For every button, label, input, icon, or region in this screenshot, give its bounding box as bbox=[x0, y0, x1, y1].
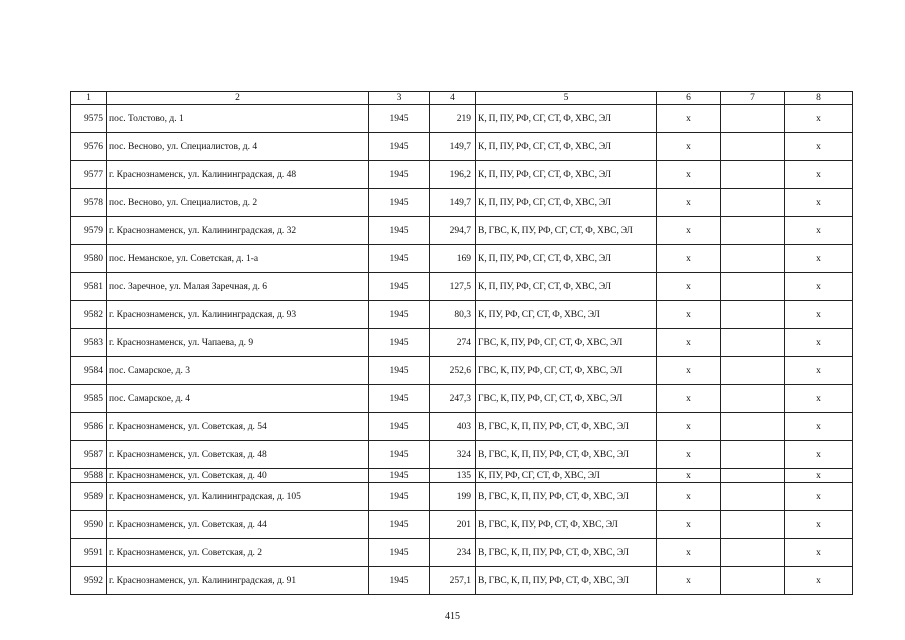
cell-year: 1945 bbox=[369, 273, 430, 301]
cell-record-number: 9589 bbox=[71, 483, 107, 511]
header-col-2: 2 bbox=[107, 92, 369, 105]
cell-year: 1945 bbox=[369, 245, 430, 273]
cell-col-6-mark: х bbox=[657, 567, 721, 595]
cell-col-8-mark: х bbox=[785, 539, 853, 567]
cell-col-7-mark bbox=[721, 105, 785, 133]
cell-col-8-mark: х bbox=[785, 441, 853, 469]
cell-area: 80,3 bbox=[430, 301, 476, 329]
cell-col-6-mark: х bbox=[657, 217, 721, 245]
cell-col-6-mark: х bbox=[657, 245, 721, 273]
cell-address: пос. Самарское, д. 4 bbox=[107, 385, 369, 413]
cell-address: г. Краснознаменск, ул. Калининградская, д. 32 bbox=[107, 217, 369, 245]
table-row bbox=[71, 189, 853, 217]
cell-year: 1945 bbox=[369, 539, 430, 567]
cell-col-8-mark: х bbox=[785, 217, 853, 245]
cell-area: 247,3 bbox=[430, 385, 476, 413]
cell-col-6-mark: х bbox=[657, 357, 721, 385]
cell-col-6-mark: х bbox=[657, 329, 721, 357]
cell-col-7-mark bbox=[721, 273, 785, 301]
cell-col-7-mark bbox=[721, 329, 785, 357]
cell-record-number: 9584 bbox=[71, 357, 107, 385]
cell-col-8-mark: х bbox=[785, 189, 853, 217]
cell-works-list: В, ГВС, К, П, ПУ, РФ, СТ, Ф, ХВС, ЭЛ bbox=[476, 441, 657, 469]
cell-works-list: К, П, ПУ, РФ, СГ, СТ, Ф, ХВС, ЭЛ bbox=[476, 105, 657, 133]
cell-record-number: 9575 bbox=[71, 105, 107, 133]
cell-col-8-mark: х bbox=[785, 567, 853, 595]
cell-col-8-mark: х bbox=[785, 329, 853, 357]
cell-works-list: К, П, ПУ, РФ, СГ, СТ, Ф, ХВС, ЭЛ bbox=[476, 273, 657, 301]
cell-address: г. Краснознаменск, ул. Советская, д. 40 bbox=[107, 469, 369, 483]
cell-works-list: В, ГВС, К, П, ПУ, РФ, СТ, Ф, ХВС, ЭЛ bbox=[476, 413, 657, 441]
cell-area: 257,1 bbox=[430, 567, 476, 595]
cell-year: 1945 bbox=[369, 301, 430, 329]
cell-area: 294,7 bbox=[430, 217, 476, 245]
cell-col-8-mark: х bbox=[785, 161, 853, 189]
cell-col-7-mark bbox=[721, 413, 785, 441]
cell-record-number: 9581 bbox=[71, 273, 107, 301]
cell-area: 252,6 bbox=[430, 357, 476, 385]
cell-col-8-mark: х bbox=[785, 301, 853, 329]
cell-works-list: К, П, ПУ, РФ, СГ, СТ, Ф, ХВС, ЭЛ bbox=[476, 161, 657, 189]
header-col-7: 7 bbox=[721, 92, 785, 105]
cell-year: 1945 bbox=[369, 357, 430, 385]
header-col-8: 8 bbox=[785, 92, 853, 105]
cell-year: 1945 bbox=[369, 469, 430, 483]
cell-col-6-mark: х bbox=[657, 189, 721, 217]
cell-year: 1945 bbox=[369, 329, 430, 357]
cell-works-list: ГВС, К, ПУ, РФ, СГ, СТ, Ф, ХВС, ЭЛ bbox=[476, 357, 657, 385]
housing-registry-table bbox=[70, 91, 853, 595]
header-col-1: 1 bbox=[71, 92, 107, 105]
cell-col-6-mark: х bbox=[657, 385, 721, 413]
cell-col-7-mark bbox=[721, 301, 785, 329]
cell-col-6-mark: х bbox=[657, 511, 721, 539]
cell-address: г. Краснознаменск, ул. Советская, д. 44 bbox=[107, 511, 369, 539]
cell-works-list: В, ГВС, К, П, ПУ, РФ, СТ, Ф, ХВС, ЭЛ bbox=[476, 567, 657, 595]
cell-col-7-mark bbox=[721, 483, 785, 511]
cell-col-8-mark: х bbox=[785, 483, 853, 511]
cell-record-number: 9591 bbox=[71, 539, 107, 567]
cell-col-6-mark: х bbox=[657, 161, 721, 189]
cell-col-6-mark: х bbox=[657, 301, 721, 329]
cell-year: 1945 bbox=[369, 217, 430, 245]
cell-area: 127,5 bbox=[430, 273, 476, 301]
cell-area: 274 bbox=[430, 329, 476, 357]
cell-address: пос. Заречное, ул. Малая Заречная, д. 6 bbox=[107, 273, 369, 301]
cell-year: 1945 bbox=[369, 189, 430, 217]
table-row bbox=[71, 133, 853, 161]
cell-address: г. Краснознаменск, ул. Калининградская, д. 105 bbox=[107, 483, 369, 511]
cell-address: пос. Весново, ул. Специалистов, д. 2 bbox=[107, 189, 369, 217]
table-row bbox=[71, 511, 853, 539]
cell-col-7-mark bbox=[721, 161, 785, 189]
header-col-5: 5 bbox=[476, 92, 657, 105]
cell-area: 324 bbox=[430, 441, 476, 469]
cell-col-7-mark bbox=[721, 511, 785, 539]
cell-address: г. Краснознаменск, ул. Советская, д. 2 bbox=[107, 539, 369, 567]
cell-year: 1945 bbox=[369, 511, 430, 539]
cell-record-number: 9592 bbox=[71, 567, 107, 595]
table-row bbox=[71, 217, 853, 245]
cell-col-8-mark: х bbox=[785, 413, 853, 441]
cell-col-7-mark bbox=[721, 357, 785, 385]
cell-col-7-mark bbox=[721, 441, 785, 469]
table-row bbox=[71, 329, 853, 357]
cell-col-8-mark: х bbox=[785, 133, 853, 161]
cell-area: 199 bbox=[430, 483, 476, 511]
cell-record-number: 9583 bbox=[71, 329, 107, 357]
cell-col-7-mark bbox=[721, 469, 785, 483]
cell-year: 1945 bbox=[369, 105, 430, 133]
cell-works-list: В, ГВС, К, П, ПУ, РФ, СТ, Ф, ХВС, ЭЛ bbox=[476, 483, 657, 511]
cell-col-7-mark bbox=[721, 539, 785, 567]
table-row bbox=[71, 539, 853, 567]
cell-works-list: В, ГВС, К, ПУ, РФ, СТ, Ф, ХВС, ЭЛ bbox=[476, 511, 657, 539]
cell-col-7-mark bbox=[721, 385, 785, 413]
cell-address: пос. Неманское, ул. Советская, д. 1-а bbox=[107, 245, 369, 273]
cell-address: г. Краснознаменск, ул. Советская, д. 54 bbox=[107, 413, 369, 441]
cell-area: 196,2 bbox=[430, 161, 476, 189]
cell-col-6-mark: х bbox=[657, 133, 721, 161]
cell-record-number: 9579 bbox=[71, 217, 107, 245]
table-row bbox=[71, 385, 853, 413]
table-row bbox=[71, 567, 853, 595]
cell-area: 234 bbox=[430, 539, 476, 567]
cell-area: 403 bbox=[430, 413, 476, 441]
table-row bbox=[71, 441, 853, 469]
header-col-6: 6 bbox=[657, 92, 721, 105]
cell-col-6-mark: х bbox=[657, 413, 721, 441]
cell-address: пос. Весново, ул. Специалистов, д. 4 bbox=[107, 133, 369, 161]
cell-address: г. Краснознаменск, ул. Калининградская, д. 91 bbox=[107, 567, 369, 595]
cell-record-number: 9577 bbox=[71, 161, 107, 189]
cell-col-8-mark: х bbox=[785, 511, 853, 539]
cell-address: г. Краснознаменск, ул. Чапаева, д. 9 bbox=[107, 329, 369, 357]
table-row bbox=[71, 301, 853, 329]
cell-col-8-mark: х bbox=[785, 245, 853, 273]
cell-address: г. Краснознаменск, ул. Калининградская, д. 93 bbox=[107, 301, 369, 329]
cell-address: г. Краснознаменск, ул. Советская, д. 48 bbox=[107, 441, 369, 469]
cell-record-number: 9580 bbox=[71, 245, 107, 273]
table-header bbox=[71, 92, 853, 105]
table-row bbox=[71, 357, 853, 385]
header-row bbox=[71, 92, 853, 105]
table-row bbox=[71, 105, 853, 133]
cell-record-number: 9582 bbox=[71, 301, 107, 329]
cell-area: 201 bbox=[430, 511, 476, 539]
cell-year: 1945 bbox=[369, 441, 430, 469]
cell-col-8-mark: х bbox=[785, 385, 853, 413]
cell-area: 135 bbox=[430, 469, 476, 483]
cell-record-number: 9590 bbox=[71, 511, 107, 539]
cell-works-list: К, П, ПУ, РФ, СГ, СТ, Ф, ХВС, ЭЛ bbox=[476, 245, 657, 273]
cell-col-7-mark bbox=[721, 189, 785, 217]
cell-works-list: К, П, ПУ, РФ, СГ, СТ, Ф, ХВС, ЭЛ bbox=[476, 189, 657, 217]
table-row bbox=[71, 469, 853, 483]
cell-col-6-mark: х bbox=[657, 441, 721, 469]
cell-address: пос. Толстово, д. 1 bbox=[107, 105, 369, 133]
table-row bbox=[71, 483, 853, 511]
cell-record-number: 9587 bbox=[71, 441, 107, 469]
cell-col-6-mark: х bbox=[657, 105, 721, 133]
cell-col-6-mark: х bbox=[657, 273, 721, 301]
cell-year: 1945 bbox=[369, 483, 430, 511]
cell-col-7-mark bbox=[721, 567, 785, 595]
cell-area: 149,7 bbox=[430, 189, 476, 217]
table-row bbox=[71, 413, 853, 441]
table-row bbox=[71, 245, 853, 273]
cell-col-8-mark: х bbox=[785, 105, 853, 133]
cell-works-list: К, ПУ, РФ, СГ, СТ, Ф, ХВС, ЭЛ bbox=[476, 301, 657, 329]
cell-col-8-mark: х bbox=[785, 469, 853, 483]
cell-area: 169 bbox=[430, 245, 476, 273]
table-row bbox=[71, 273, 853, 301]
cell-col-7-mark bbox=[721, 133, 785, 161]
cell-record-number: 9578 bbox=[71, 189, 107, 217]
cell-works-list: ГВС, К, ПУ, РФ, СГ, СТ, Ф, ХВС, ЭЛ bbox=[476, 329, 657, 357]
cell-col-8-mark: х bbox=[785, 273, 853, 301]
cell-col-7-mark bbox=[721, 217, 785, 245]
table-row bbox=[71, 161, 853, 189]
cell-area: 219 bbox=[430, 105, 476, 133]
header-col-4: 4 bbox=[430, 92, 476, 105]
cell-col-6-mark: х bbox=[657, 539, 721, 567]
cell-year: 1945 bbox=[369, 161, 430, 189]
cell-col-6-mark: х bbox=[657, 483, 721, 511]
cell-record-number: 9586 bbox=[71, 413, 107, 441]
cell-record-number: 9585 bbox=[71, 385, 107, 413]
cell-works-list: К, П, ПУ, РФ, СГ, СТ, Ф, ХВС, ЭЛ bbox=[476, 133, 657, 161]
cell-col-7-mark bbox=[721, 245, 785, 273]
cell-record-number: 9576 bbox=[71, 133, 107, 161]
cell-works-list: В, ГВС, К, ПУ, РФ, СГ, СТ, Ф, ХВС, ЭЛ bbox=[476, 217, 657, 245]
cell-year: 1945 bbox=[369, 413, 430, 441]
cell-address: пос. Самарское, д. 3 bbox=[107, 357, 369, 385]
cell-address: г. Краснознаменск, ул. Калининградская, д. 48 bbox=[107, 161, 369, 189]
table-body bbox=[71, 105, 853, 595]
header-col-3: 3 bbox=[369, 92, 430, 105]
cell-works-list: В, ГВС, К, П, ПУ, РФ, СТ, Ф, ХВС, ЭЛ bbox=[476, 539, 657, 567]
cell-works-list: К, ПУ, РФ, СГ, СТ, Ф, ХВС, ЭЛ bbox=[476, 469, 657, 483]
cell-col-6-mark: х bbox=[657, 469, 721, 483]
cell-year: 1945 bbox=[369, 133, 430, 161]
cell-works-list: ГВС, К, ПУ, РФ, СГ, СТ, Ф, ХВС, ЭЛ bbox=[476, 385, 657, 413]
page-number: 415 bbox=[445, 611, 460, 622]
cell-year: 1945 bbox=[369, 385, 430, 413]
cell-col-8-mark: х bbox=[785, 357, 853, 385]
cell-area: 149,7 bbox=[430, 133, 476, 161]
cell-record-number: 9588 bbox=[71, 469, 107, 483]
cell-year: 1945 bbox=[369, 567, 430, 595]
